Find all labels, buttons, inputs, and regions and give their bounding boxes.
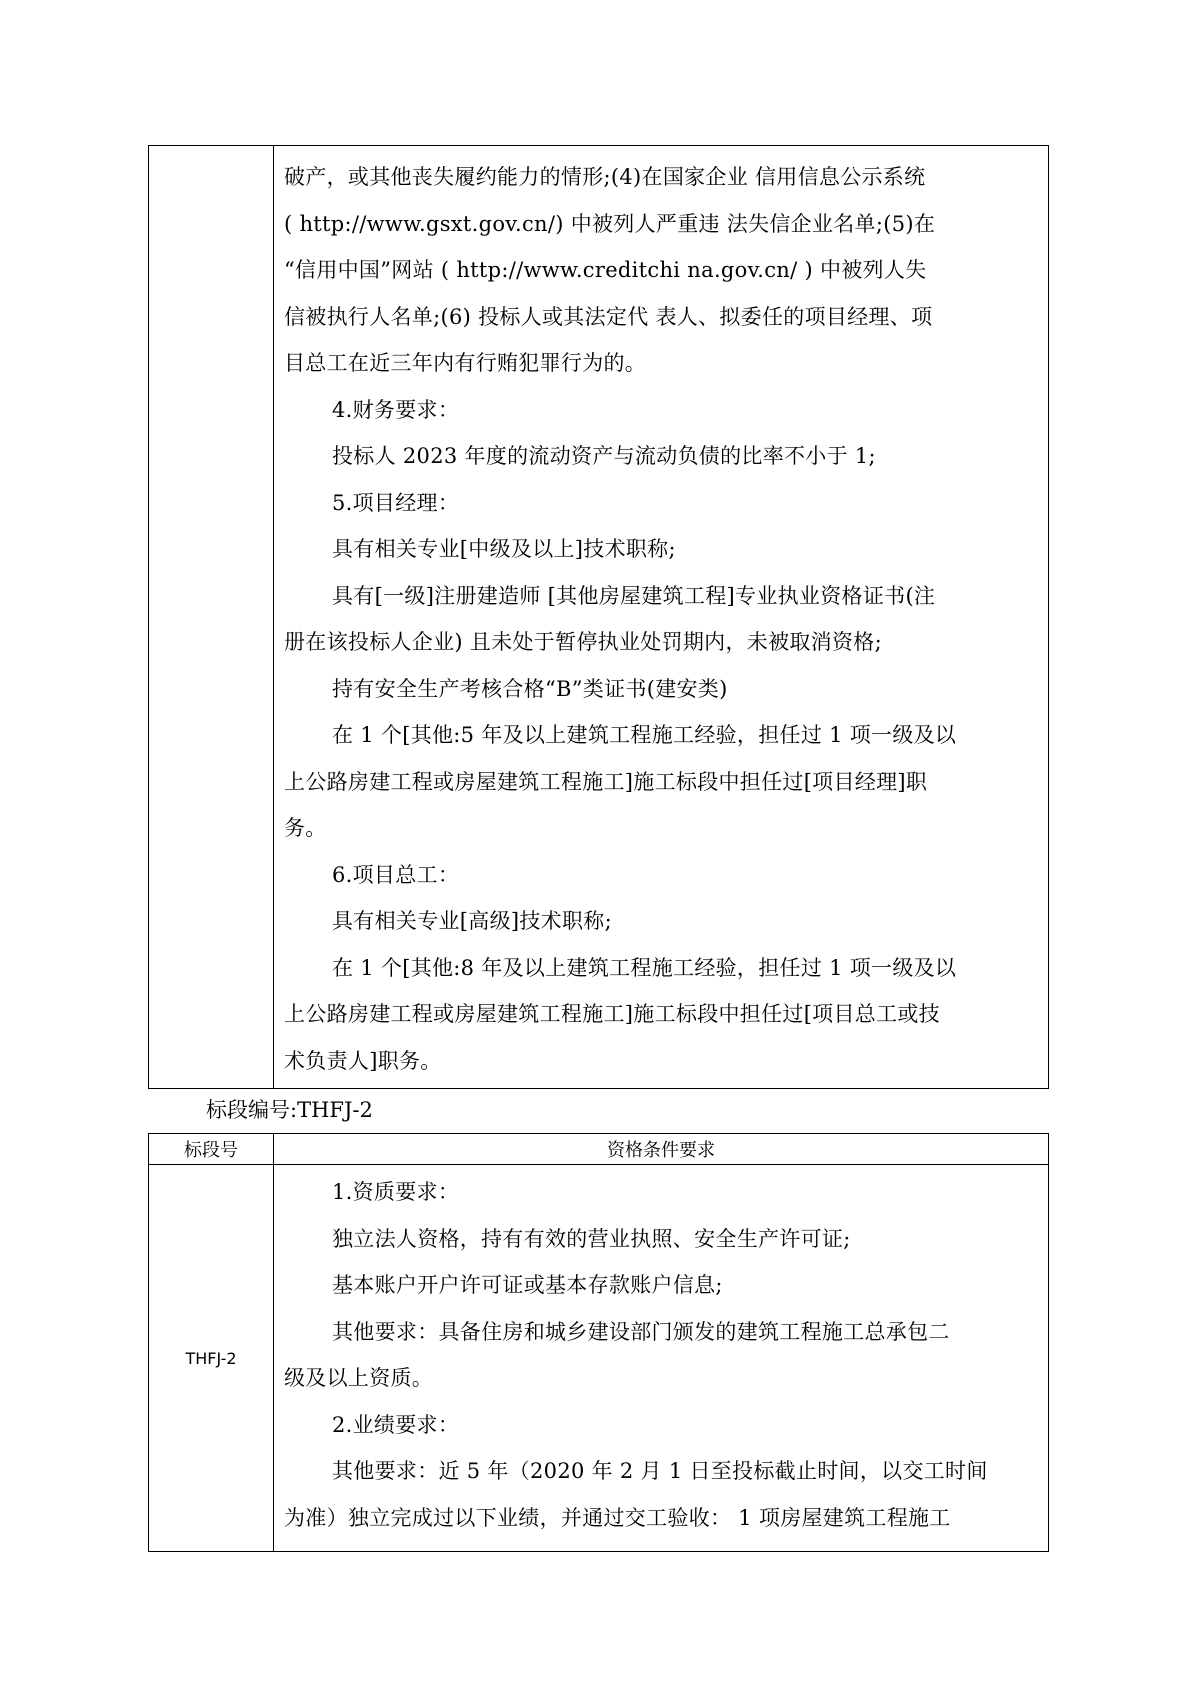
- text-line: 具有[一级]注册建造师 [其他房屋建筑工程]专业执业资格证书(注: [332, 583, 936, 608]
- text-line: 具有相关专业[高级]技术职称;: [332, 909, 612, 933]
- section-heading: 1.资质要求：: [332, 1180, 460, 1204]
- text-line: 册在该投标人企业) 且未处于暂停执业处罚期内，未被取消资格;: [284, 630, 882, 654]
- text-line: 在 1 个[其他:5 年及以上建筑工程施工经验，担任过 1 项一级及以: [332, 723, 957, 747]
- text-line: 在 1 个[其他:8 年及以上建筑工程施工经验，担任过 1 项一级及以: [332, 955, 957, 980]
- text-line: 术负责人]职务。: [284, 1048, 442, 1073]
- table-row: [149, 1165, 1049, 1552]
- text-line: 具有相关专业[中级及以上]技术职称;: [332, 537, 676, 561]
- text-line: 上公路房建工程或房屋建筑工程施工]施工标段中担任过[项目总工或技: [284, 1002, 940, 1026]
- text-line: 其他要求：具备住房和城乡建设部门颁发的建筑工程施工总承包二: [332, 1319, 950, 1344]
- qualification-table-continued: [148, 145, 1049, 1089]
- header-segment-no: 标段号: [149, 1134, 274, 1165]
- text-line: 为准）独立完成过以下业绩，并通过交工验收： 1 项房屋建筑工程施工: [284, 1505, 951, 1530]
- section-heading: 2.业绩要求：: [332, 1412, 460, 1437]
- text-line: 基本账户开户许可证或基本存款账户信息;: [332, 1273, 723, 1297]
- header-requirements: 资格条件要求: [274, 1134, 1049, 1165]
- segment-number-caption: 标段编号:THFJ-2: [206, 1098, 373, 1122]
- requirements-cell: [274, 1165, 1049, 1552]
- text-line: ( http://www.gsxt.gov.cn/) 中被列人严重违 法失信企业名单;(5)在: [284, 211, 936, 236]
- text-line: “信用中国”网站 ( http://www.creditchi na.gov.cn/ ) 中被列人失: [284, 258, 927, 282]
- text-line: 级及以上资质。: [284, 1366, 434, 1390]
- text-line: 信被执行人名单;(6) 投标人或其法定代 表人、拟委任的项目经理、项: [284, 304, 933, 329]
- text-line: 务。: [284, 816, 327, 840]
- text-line: 上公路房建工程或房屋建筑工程施工]施工标段中担任过[项目经理]职: [284, 769, 928, 794]
- section-heading: 5.项目经理：: [332, 490, 460, 515]
- text-line: 目总工在近三年内有行贿犯罪行为的。: [284, 351, 647, 375]
- text-line: 其他要求：近 5 年（2020 年 2 月 1 日至投标截止时间，以交工时间: [332, 1459, 988, 1483]
- segment-cell-empty: [149, 146, 274, 1089]
- requirements-cell: [274, 146, 1049, 1089]
- section-heading: 4.财务要求：: [332, 397, 460, 422]
- segment-cell: [149, 1165, 274, 1552]
- requirements-text: [274, 1165, 1048, 1541]
- text-line: 投标人 2023 年度的流动资产与流动负债的比率不小于 1;: [332, 444, 876, 468]
- requirements-text: [274, 146, 1048, 1084]
- table-header-row: [149, 1134, 1049, 1165]
- text-line: 破产，或其他丧失履约能力的情形;(4)在国家企业 信用信息公示系统: [284, 165, 926, 189]
- text-line: 持有安全生产考核合格“B”类证书(建安类): [332, 676, 728, 701]
- table-row: [149, 146, 1049, 1089]
- segment-id: THFJ-2: [185, 1348, 237, 1368]
- text-line: 独立法人资格，持有有效的营业执照、安全生产许可证;: [332, 1226, 851, 1251]
- qualification-table: [148, 1133, 1049, 1552]
- section-heading: 6.项目总工：: [332, 862, 460, 887]
